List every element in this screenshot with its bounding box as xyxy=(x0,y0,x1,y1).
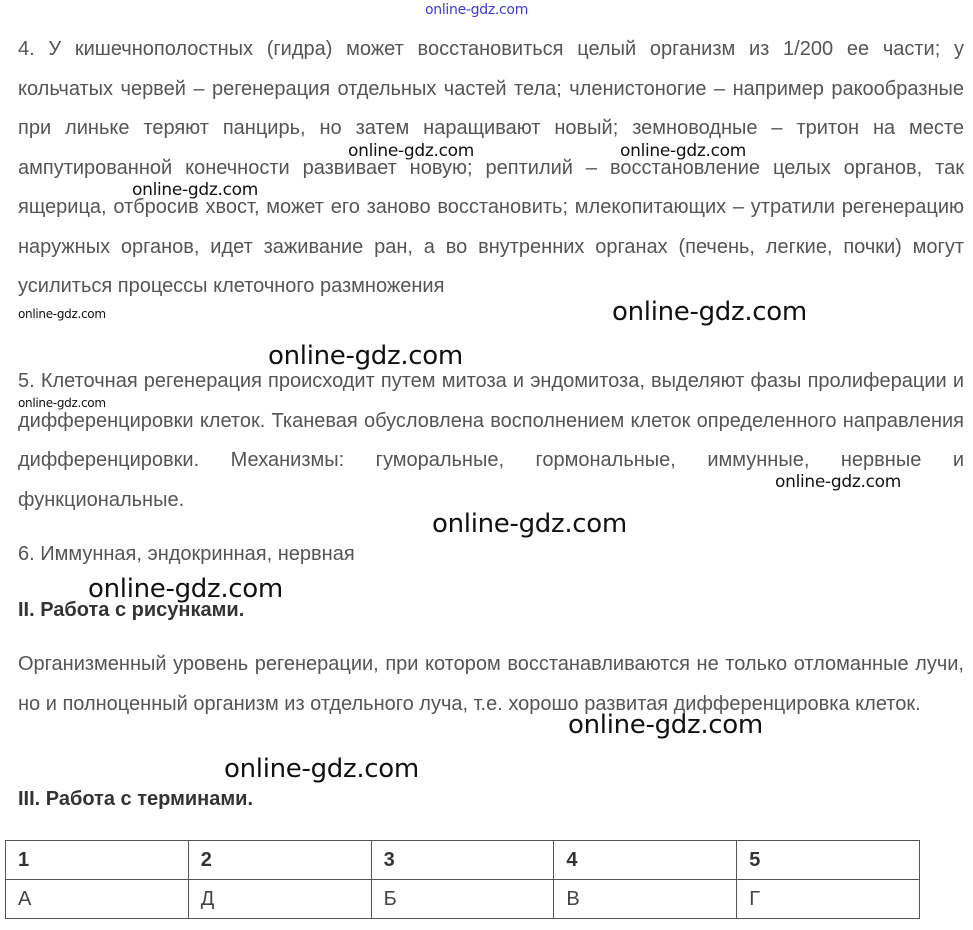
section-heading-terms: III. Работа с терминами. xyxy=(18,788,254,810)
watermark: online-gdz.com xyxy=(18,396,106,410)
terms-table-cell: А xyxy=(6,880,189,919)
terms-table-cell: Б xyxy=(371,880,554,919)
watermark: online-gdz.com xyxy=(775,472,902,492)
watermark: online-gdz.com xyxy=(18,307,106,321)
answer-paragraph-4: 4. У кишечнополостных (гидра) может восстановиться целый организм из 1/200 ее части; у кольчатых червей – регенерация отдельных частей тела; членистоногие – например ракообразные при линьке теряют панцирь, но затем наращивают новый; земноводные – тритон на месте ампутированной конечности развивает новую; рептилий – восстановление целых органов, так ящерица, отбросив хвост, может его заново восстановить; млекопитающих – утратили регенерацию наружных органов, идет заживание ран, а во внутренних органах (печень, легкие, почки) могут усилиться процессы клеточного размножения xyxy=(18,38,964,297)
terms-table-header-row xyxy=(6,841,920,880)
watermark: online-gdz.com xyxy=(432,509,627,539)
terms-table-row xyxy=(6,880,920,919)
watermark: online-gdz.com xyxy=(88,574,283,604)
terms-table-cell: Г xyxy=(737,880,920,919)
answer-paragraph-6: 6. Иммунная, эндокринная, нервная xyxy=(18,543,355,565)
watermark: online-gdz.com xyxy=(620,141,747,161)
watermark: online-gdz.com xyxy=(132,180,259,200)
terms-table-header-cell: 4 xyxy=(554,841,737,880)
watermark: online-gdz.com xyxy=(612,297,807,327)
watermark-top: online-gdz.com xyxy=(425,2,529,18)
section-heading-pictures: II. Работа с рисунками. xyxy=(18,599,245,621)
watermark: online-gdz.com xyxy=(268,341,463,371)
terms-table-cell: В xyxy=(554,880,737,919)
terms-table-header-cell: 1 xyxy=(6,841,189,880)
watermark: online-gdz.com xyxy=(224,754,419,784)
terms-table-cell: Д xyxy=(188,880,371,919)
terms-table-header-cell: 3 xyxy=(371,841,554,880)
terms-table xyxy=(5,840,920,919)
terms-table-header-cell: 5 xyxy=(737,841,920,880)
watermark: online-gdz.com xyxy=(348,141,475,161)
answer-paragraph-5: 5. Клеточная регенерация происходит путем митоза и эндомитоза, выделяют фазы пролиферации и дифференцировки клеток. Тканевая обусловлена восполнением клеток определенного направления дифференцировки. Механизмы: гуморальные, гормональные, иммунные, нервные и функциональные. xyxy=(18,370,964,511)
terms-table-header-cell: 2 xyxy=(188,841,371,880)
pictures-answer-text: Организменный уровень регенерации, при котором восстанавливаются не только отломанные лучи, но и полноценный организм из отдельного луча, т.е. хорошо развитая дифференцировка клеток. xyxy=(18,653,964,715)
watermark: online-gdz.com xyxy=(568,710,763,740)
